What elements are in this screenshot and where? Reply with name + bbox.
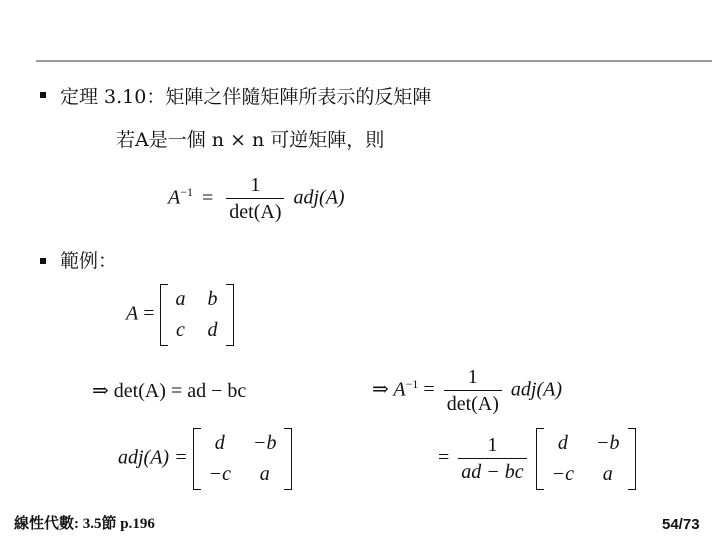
determinant-line: ⇒ det(A) = ad − bc [92, 380, 247, 402]
matrix-cell: −c [208, 463, 231, 485]
inv-fraction [444, 366, 502, 416]
matrix-a [160, 284, 234, 346]
final-eq: = [438, 446, 450, 469]
final-denominator: ad − bc [458, 458, 526, 484]
inv-rhs: adj(A) [510, 378, 562, 401]
right-bracket [226, 284, 234, 346]
footer-source: 線性代數: 3.5節 p.196 [14, 516, 155, 532]
left-bracket [193, 428, 201, 490]
matrix-cell: −b [596, 432, 620, 454]
matrix-cell: d [214, 432, 225, 454]
matrix-cell: −c [551, 463, 575, 485]
matrix-eq: = [143, 302, 155, 325]
inv-eq: = [423, 378, 435, 401]
matrix-cell: −b [252, 432, 277, 454]
matrix-definition [126, 284, 234, 346]
matrix-name: A [126, 302, 139, 325]
matrix-cell: a [602, 463, 613, 485]
inv-denominator: det(A) [444, 390, 502, 416]
example-label: 範例： [60, 250, 118, 272]
formula-lhs-sup: −1 [180, 184, 193, 199]
inv-prefix: ⇒ A [372, 378, 406, 401]
left-bracket [160, 284, 168, 346]
matrix-cell: d [557, 432, 568, 454]
final-numerator: 1 [487, 434, 498, 456]
page-number: 54/73 [662, 516, 700, 533]
theorem-statement: 若A是一個 n × n 可逆矩陣，則 [116, 129, 385, 151]
inverse-formula [168, 174, 345, 224]
inverse-line [372, 366, 562, 416]
left-bracket [536, 428, 544, 490]
formula-lhs: A [168, 186, 181, 209]
matrix-cell: d [207, 319, 218, 341]
matrix-cell: c [176, 319, 185, 341]
inv-sup: −1 [405, 376, 419, 391]
matrix-cell: b [207, 288, 218, 310]
formula-denominator: det(A) [226, 198, 284, 224]
formula-rhs: adj(A) [293, 186, 345, 209]
right-bracket [628, 428, 636, 490]
right-bracket [284, 428, 292, 490]
final-fraction [458, 434, 526, 484]
adj-lhs: adj(A) = [118, 446, 188, 469]
formula-fraction [226, 174, 284, 224]
formula-eq: = [202, 186, 214, 209]
inv-numerator: 1 [467, 366, 478, 388]
matrix-cell: a [259, 463, 270, 485]
adj-matrix [193, 428, 293, 490]
adjugate-definition [118, 428, 292, 490]
theorem-label: 定理 3.10：矩陣之伴隨矩陣所表示的反矩陣 [60, 86, 432, 108]
final-matrix [536, 428, 636, 490]
formula-numerator: 1 [250, 174, 261, 196]
matrix-cell: a [175, 288, 186, 310]
title-rule [36, 60, 712, 62]
bullet-icon [40, 92, 46, 98]
final-result [438, 428, 636, 490]
bullet-icon [40, 258, 46, 264]
